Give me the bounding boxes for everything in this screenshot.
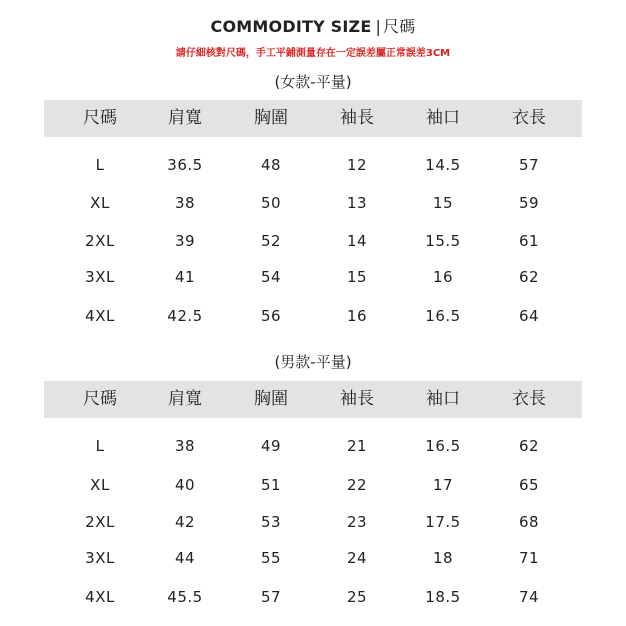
table-row <box>0 193 626 213</box>
cell-length: 64 <box>518 307 540 325</box>
cell-sleeve-length: 22 <box>346 476 368 494</box>
header-shoulder: 肩寬 <box>168 108 202 128</box>
cell-sleeve-length: 23 <box>346 513 368 531</box>
cell-size: L <box>95 156 105 174</box>
table-row <box>0 548 626 568</box>
header-cuff: 袖口 <box>426 108 460 128</box>
cell-length: 62 <box>518 268 540 286</box>
header-cuff: 袖口 <box>426 389 460 409</box>
cell-length: 71 <box>518 549 540 567</box>
cell-shoulder: 38 <box>174 194 196 212</box>
cell-size: 4XL <box>85 307 115 325</box>
cell-sleeve-length: 13 <box>346 194 368 212</box>
men-table-header <box>44 381 582 418</box>
cell-cuff: 18 <box>432 549 454 567</box>
cell-size: 3XL <box>85 549 115 567</box>
cell-shoulder: 44 <box>174 549 196 567</box>
men-table-title: (男款-平量) <box>274 353 352 371</box>
cell-length: 57 <box>518 156 540 174</box>
cell-chest: 55 <box>260 549 282 567</box>
cell-cuff: 14.5 <box>425 156 461 174</box>
cell-sleeve-length: 15 <box>346 268 368 286</box>
cell-shoulder: 38 <box>174 437 196 455</box>
cell-size: 3XL <box>85 268 115 286</box>
cell-size: XL <box>90 476 110 494</box>
cell-cuff: 16 <box>432 268 454 286</box>
cell-shoulder: 41 <box>174 268 196 286</box>
cell-chest: 52 <box>260 232 282 250</box>
cell-cuff: 18.5 <box>425 588 461 606</box>
cell-sleeve-length: 24 <box>346 549 368 567</box>
cell-length: 62 <box>518 437 540 455</box>
cell-cuff: 17 <box>432 476 454 494</box>
cell-cuff: 15 <box>432 194 454 212</box>
cell-sleeve-length: 12 <box>346 156 368 174</box>
cell-shoulder: 45.5 <box>167 588 203 606</box>
cell-length: 68 <box>518 513 540 531</box>
table-row <box>0 512 626 532</box>
table-row <box>0 306 626 326</box>
cell-sleeve-length: 25 <box>346 588 368 606</box>
cell-chest: 54 <box>260 268 282 286</box>
table-row <box>0 436 626 456</box>
cell-cuff: 16.5 <box>425 437 461 455</box>
cell-size: 2XL <box>85 232 115 250</box>
header-size: 尺碼 <box>83 108 117 128</box>
cell-shoulder: 36.5 <box>167 156 203 174</box>
table-row <box>0 155 626 175</box>
cell-length: 61 <box>518 232 540 250</box>
cell-cuff: 15.5 <box>425 232 461 250</box>
header-shoulder: 肩寬 <box>168 389 202 409</box>
cell-shoulder: 42 <box>174 513 196 531</box>
title-separator: | <box>375 17 382 36</box>
header-sleeve-length: 袖長 <box>340 389 374 409</box>
cell-sleeve-length: 14 <box>346 232 368 250</box>
header-length: 衣長 <box>512 108 546 128</box>
title-english: COMMODITY SIZE <box>210 17 372 36</box>
cell-chest: 48 <box>260 156 282 174</box>
header-chest: 胸圍 <box>254 108 288 128</box>
cell-sleeve-length: 21 <box>346 437 368 455</box>
women-table-title: (女款-平量) <box>274 73 352 91</box>
cell-chest: 56 <box>260 307 282 325</box>
table-row <box>0 587 626 607</box>
cell-shoulder: 40 <box>174 476 196 494</box>
measurement-note: 請仔細核對尺碼，手工平鋪測量存在一定誤差屬正常誤差3CM <box>175 48 451 59</box>
header-sleeve-length: 袖長 <box>340 108 374 128</box>
cell-chest: 49 <box>260 437 282 455</box>
table-row <box>0 231 626 251</box>
table-row <box>0 267 626 287</box>
cell-length: 59 <box>518 194 540 212</box>
cell-length: 74 <box>518 588 540 606</box>
cell-size: XL <box>90 194 110 212</box>
cell-shoulder: 39 <box>174 232 196 250</box>
cell-size: 2XL <box>85 513 115 531</box>
cell-cuff: 16.5 <box>425 307 461 325</box>
header-chest: 胸圍 <box>254 389 288 409</box>
table-row <box>0 475 626 495</box>
cell-chest: 51 <box>260 476 282 494</box>
title-chinese: 尺碼 <box>383 17 416 36</box>
cell-shoulder: 42.5 <box>167 307 203 325</box>
commodity-size-title <box>0 14 626 37</box>
cell-chest: 57 <box>260 588 282 606</box>
cell-sleeve-length: 16 <box>346 307 368 325</box>
cell-chest: 50 <box>260 194 282 212</box>
women-table-header <box>44 100 582 137</box>
cell-size: L <box>95 437 105 455</box>
cell-cuff: 17.5 <box>425 513 461 531</box>
header-size: 尺碼 <box>83 389 117 409</box>
cell-length: 65 <box>518 476 540 494</box>
cell-chest: 53 <box>260 513 282 531</box>
cell-size: 4XL <box>85 588 115 606</box>
header-length: 衣長 <box>512 389 546 409</box>
